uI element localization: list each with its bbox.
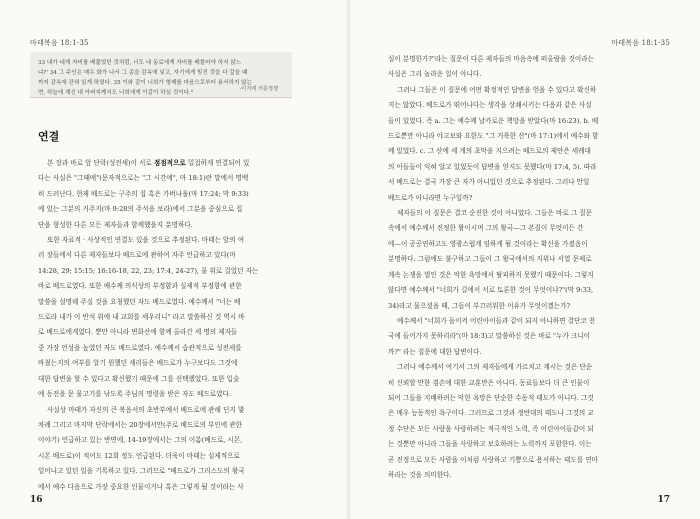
quote-line: 냐?' 34 그 주인은 매우 화가 나서 그 종을 감옥에 넣고, 자기에게 빚진 것을 다 갚을 때 [38,70,248,76]
body-line [38,248,298,263]
body-line [38,356,298,371]
body-text: 에—이 공공연하고도 영광스럽게 임하게 될 것이라는 확신을 가졌음이 [388,239,588,248]
body-text: 그러나 예수께서 여기서 그의 제자들에게 가르치고 계시는 것은 단순 [397,363,593,372]
body-line [388,406,656,421]
body-text: 14:28, 29; 15:15; 16:16-18, 22, 23; 17:4, 24-27), 물 위로 걸었던 자는 [38,266,259,275]
body-text: 정 수단은 모든 사람을 사랑하려는 적극적인 노력, 즉 어린아이들같이 되 [388,424,594,433]
body-line [38,433,298,448]
body-line [388,329,656,344]
quote-line: 면, 하늘에 계신 내 아버지께서도 너희에게 이같이 하실 것이다." [38,90,194,96]
right-page [350,0,700,519]
body-text: 바로 베드로였다. 또한 예수께 의식상의 부정함과 실제적 부정함에 관한 [38,282,242,291]
body-text: 에 동전을 문 물고기를 낚도록 주님의 명령을 받은 자도 베드로였다. [38,390,231,399]
body-line [388,468,656,483]
body-line [38,295,298,310]
body-line [38,480,298,495]
scripture-quote [38,58,284,98]
body-line [388,376,656,391]
body-line [38,372,298,387]
body-line [388,129,656,144]
body-line [388,314,656,329]
body-text: 서 베드로는 결국 가장 큰 자가 아니었던 것으로 추정된다. 그러나 만일 [388,178,590,187]
body-line [38,325,298,340]
body-line [388,283,656,298]
body-text: 단을 형성한 다른 모든 제자들과 함께했을지 분명하다. [38,220,193,229]
body-text: 또한 자료적 · 사상적인 연결도 있을 것으로 추정된다. 마태는 앞의 여 [47,236,245,245]
body-line [388,437,656,452]
body-text: 않다면 예수께서 "너희가 길에서 서로 토론한 것이 무엇이냐?"(막 9:33, [388,286,594,295]
body-line [38,171,298,186]
body-line [388,252,656,267]
body-text: 사실상 마태가 자신의 큰 복음서의 초반부에서 베드로에 관해 딘지 몇 [47,405,245,414]
quote-source: -이지에 의문정쟁 [239,86,278,92]
body-line [388,52,656,67]
body-line [388,175,656,190]
body-text: 다는 사실은 "그때에"(문자적으로는 "그 시간에", 마 18:1)란 말에서 명백 [38,174,249,183]
body-text: 하라는 것을 의미한다. [388,470,452,479]
body-line [38,187,298,202]
body-text: 러 장들에서 다른 제자들보다 베드로에 관하여 자주 언급하고 있다(마 [38,251,236,260]
body-line [38,403,298,418]
body-text: 실이 분명한가?"라는 질문이 다른 제자들의 마음속에 떠올랐을 것이라는 [388,55,594,63]
body-line [38,202,298,217]
body-text: 바쳤는지의 여부를 알기 원했던 세리들은 베드로가 누구보다도 그것에 [38,359,238,368]
body-text: 께 있었다. c. 그 산에 세 개의 초막을 지으려는 베드로의 제안은 세례대 [388,147,591,156]
body-text: 히 드러난다. 현재 베드로는 구주의 집 혹은 가버나움(마 17:24; 막 9:33) [38,189,249,198]
body-text: 국에 들어가지 못하리라"(마 18:3)고 말씀하신 것은 바로 "누가 크니이 [388,332,591,341]
section-title: 연결 [38,130,60,143]
body-text: 속에서 예수께서 진정한 왕이시며 그의 왕국—그 본질이 무엇이든 간 [388,224,584,233]
body-line [388,391,656,406]
body-line [388,360,656,375]
body-line [388,83,656,98]
page-number-left: 16 [30,495,43,505]
emphasis-text: 점점적으로 [153,159,186,167]
scripture-quote-box [30,52,292,98]
body-text: 차례 그리고 마지막 단락에서는 20장에서만(주로 베드로의 부인에 관한 [38,420,242,429]
body-line [388,237,656,252]
body-line [38,464,298,479]
body-text: 까?" 라는 질문에 대한 답변이다. [388,347,482,356]
body-line [38,341,298,356]
quote-line: 33 내가 네게 자비를 베풂었던 것처럼, 너도 네 동료에게 자비를 베풀어야 하지 않느 [38,60,242,66]
body-text: 되어 그들을 지배하려는 악한 욕망은 단순한 수동적 태도가 아니다. 그것 [388,393,594,402]
body-line [388,422,656,437]
right-body-text [388,52,656,483]
body-text: 밀접하게 연결되어 있 [185,159,250,167]
body-text: 중 가장 언성을 높였던 자도 베드로였다. 예수께서 습관적으로 성전세를 [38,343,242,352]
left-body-text [38,156,298,495]
body-text: 에서 예수 다음으로 가장 중요한 인물이거나 혹은 그렇게 될 것이라는 사 [38,482,244,491]
body-line [38,233,298,248]
body-text: 예수께서 "너희가 돌이켜 어린아이들과 같이 되지 아니하면 결단코 천 [397,316,596,325]
body-line [388,98,656,113]
body-line [38,279,298,294]
body-line [38,218,298,233]
body-line [388,144,656,159]
body-text: 그러나 그들은 이 질문에 어떤 확정적인 답변을 얻을 수 있다고 확신하 [397,85,597,94]
body-text: 제자들의 이 질문은 결코 순진한 것이 아니었다. 그들은 바로 그 질문 [397,209,593,218]
body-line [38,418,298,433]
body-text: 는 것뿐만 아니라 그들을 사랑하고 보호하려는 노력까지 포함한다. 이는 [388,440,592,449]
body-text: 분명하다. 그럼에도 불구하고 그들이 그 왕국에서의 지위나 서열 문제로 [388,255,592,264]
body-text: 곧 진정으로 모든 사람을 이처럼 사랑하고 기쁨으로 용서하는 태도를 연마 [388,455,598,464]
body-line [38,156,298,171]
body-line [38,449,298,464]
body-text: 로 베드로에게였다. 뿐만 아니라 변화산에 함께 올라간 세 명의 제자들 [38,328,238,337]
body-text: 은 매우 능동적인 욕구이다. 그러므로 그것과 정반대의 태도나 그것의 교 [388,409,594,418]
body-line [388,206,656,221]
body-text: 들이 있었다. 즉 a. 그는 예수께 날카로운 책망을 받았다(마 16:23). b. 베 [388,116,599,125]
body-line [38,387,298,402]
body-line [388,221,656,236]
body-line [388,453,656,468]
running-head-left: 마태복음 18:1-35 [30,39,89,47]
body-text: 에 있는 그분의 거주지(마 9:28의 주석을 보라)에서 그분을 중심으로 집 [38,205,243,214]
body-text: 지는 않았다. 베드로가 뛰어나다는 생각을 상쇄시키는 다음과 같은 사실 [388,101,592,110]
body-text: 히 신뢰할 만한 겸손에 대한 교훈만은 아니다. 동료들보다 더 큰 인물이 [388,378,590,387]
body-line [388,299,656,314]
body-text: 34)라고 물으셨을 때, 그들이 부끄러워한 이유가 무엇이겠는가? [388,301,571,310]
body-line [388,114,656,129]
body-line [388,160,656,175]
body-text: 시몬 베드로)이 적어도 12회 정도 언급된다. 더욱이 마태는 실제적으로 [38,451,240,460]
body-text: 의 아들들이 익혀 알고 있었듯이 답변을 얻지도 못했다(마 17:4, 5). 따라 [388,162,597,171]
body-text: 말씀을 설명해 주실 것을 요청했던 자도 베드로였다. 예수께서 "너는 베 [38,297,241,306]
page-number-right: 17 [657,495,670,505]
body-text: 대한 답변을 할 수 있다고 확신했기 때문에 그를 선택했었다. 또한 입술 [38,374,240,383]
body-text: 일어나고 있던 일을 기록하고 있다. 그러므로 "베드로가 그리스도의 왕국 [38,467,245,476]
running-head-right: 마태복음 18:1-35 [611,39,670,47]
body-text: 이야기) 언급하고 있는 반면에, 14-19장에서는 그의 이름(베드로, 시몬, [38,436,243,445]
body-line [388,268,656,283]
body-text: 드로라 내가 이 반석 위에 내 교회를 세우리니" 라고 말씀하신 것 역시 바 [38,313,245,322]
body-line [388,191,656,206]
body-line [388,67,656,82]
body-line [38,264,298,279]
body-text: 드로뿐만 아니라 야고보와 요한도 "그 거룩한 산"(마 17:1)에서 예수와 함 [388,132,599,141]
body-text: 본 장과 바로 앞 단락(성전세)이 서로 [47,159,154,167]
body-text: 사실은 그리 놀라운 일이 아니다. [388,70,482,79]
quote-line: 까지 감옥에 갇혀 있게 하였다. 35 이와 같이 너희가 형제를 마음으로부터 용서하지 않는 [38,80,252,86]
body-line [38,310,298,325]
body-line [388,345,656,360]
body-text: 베드로가 아니라면 누구일까? [388,193,473,202]
body-text: 계속 논쟁을 벌인 것은 악한 욕망에서 탈피하지 못했기 때문이다. 그렇지 [388,270,594,279]
